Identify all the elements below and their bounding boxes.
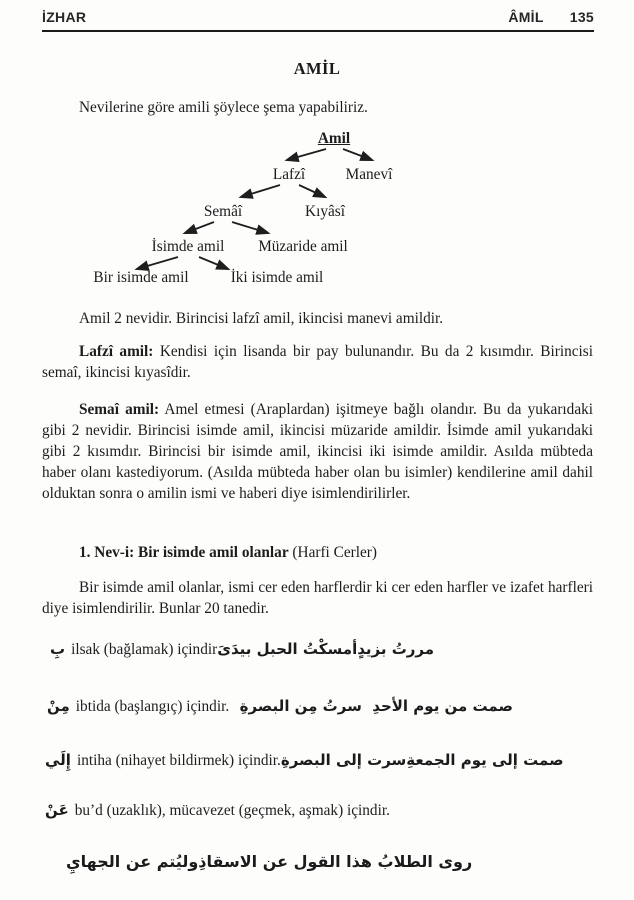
- arabic-example: سرت إلى البصرةِ: [280, 751, 407, 769]
- arabic-example: صمت من يوم الأحدِ: [372, 697, 513, 715]
- header-book-title: İZHAR: [42, 9, 87, 25]
- turkish-meaning-an: bu’d (uzaklık), mücavezet (geçmek, aşmak) içindir.: [74, 802, 390, 819]
- tree-node-kiyasi: Kıyâsî: [305, 203, 345, 220]
- tree-node-isimde-amil: İsimde amil: [151, 238, 225, 255]
- harf-left-block: [45, 751, 281, 770]
- footer-arabic-example-row: [66, 852, 473, 871]
- section-heading-nev-i: [42, 542, 593, 563]
- harf-cer-row-an: [45, 801, 545, 820]
- section-heading-normal: (Harfi Cerler): [288, 544, 377, 561]
- arabic-particle-min: مِنْ: [47, 697, 70, 715]
- paragraph-semai-amil: [42, 399, 593, 504]
- harf-cer-row-ila: [45, 751, 564, 770]
- harf-left-block: [47, 697, 229, 716]
- arabic-example: سرتُ مِن البصرةِ: [239, 697, 362, 715]
- arabic-example: وليُتم عن الجهايِ: [66, 852, 199, 871]
- tree-node-muzaride-amil: Müzaride amil: [258, 238, 348, 255]
- arabic-particle-ila: إِلَي: [45, 751, 71, 769]
- semai-amil-lead: Semaî amil:: [79, 401, 160, 418]
- intro-paragraph: Nevilerine göre amili şöylece şema yapabiliriz.: [79, 99, 368, 116]
- paragraph-lafzi-amil: [42, 341, 593, 383]
- arabic-example: أمسكْتُ الحبل بيدَىَ: [217, 640, 358, 658]
- arabic-example: صمت إلى يوم الجمعةِ: [406, 751, 564, 769]
- semai-amil-text: Amel etmesi (Araplardan) işitmeye bağlı olandır. Bu da yukarıdaki gibi 2 nevidir. Birincisi isimde amil, ikincisi müzaride amildir. İsimde amil yukarıdaki gibi 2 kısımdır. Birincisi bir isimde amil, ikincisi iki isimde amildir. Asılda mübteda haber olanı kastediyorum. (Asılda mübteda haber olan bu isimler) kendilerine amil dahil olduktan sonra o amilin ismi ve haberi diye isimlendirilirler.: [42, 401, 594, 502]
- chapter-title: AMİL: [293, 59, 341, 78]
- header-right-group: [508, 9, 594, 25]
- arabic-particle-an: عَنْ: [45, 801, 69, 819]
- amil-tree-diagram: [42, 130, 593, 290]
- tree-node-bir-isimde-amil: Bir isimde amil: [93, 269, 189, 286]
- arabic-example: روى الطلابُ هذا القول عن الاسقاذِ: [198, 852, 473, 871]
- harf-left-block: [50, 640, 217, 659]
- header-chapter-title: ÂMİL: [508, 9, 544, 25]
- turkish-meaning-bi: ilsak (bağlamak) içindir: [71, 641, 218, 658]
- turkish-meaning-min: ibtida (başlangıç) içindir.: [75, 698, 230, 715]
- tree-node-iki-isimde-amil: İki isimde amil: [230, 269, 324, 286]
- tree-node-lafzi: Lafzî: [272, 166, 306, 183]
- harf-cer-row-bi: [50, 640, 434, 659]
- lafzi-amil-text: Kendisi için lisanda bir pay bulunandır. Bu da 2 kısımdır. Birincisi semaî, ikincisi kıyasîdir.: [42, 343, 593, 381]
- tree-node-manevi: Manevî: [345, 166, 393, 183]
- tree-node-amil: Amil: [317, 130, 351, 147]
- lafzi-amil-lead: Lafzî amil:: [79, 343, 154, 360]
- paragraph-bir-isimde-amil: Bir isimde amil olanlar, ismi cer eden harflerdir ki cer eden harfler ve izafet harfleri diye isimlendirilir. Bunlar 20 tanedir.: [42, 579, 593, 617]
- harf-left-block: [45, 801, 390, 820]
- turkish-meaning-ila: intiha (nihayet bildirmek) içindir.: [76, 752, 281, 769]
- harf-cer-row-min: [47, 697, 513, 716]
- arabic-example: مررتُ بزيدٍ: [357, 640, 435, 658]
- arabic-particle-bi: بِ: [50, 640, 66, 658]
- section-heading-bold: 1. Nev-i: Bir isimde amil olanlar: [79, 544, 289, 561]
- tree-node-semai: Semâî: [203, 203, 243, 220]
- paragraph-amil-2-nevidir: Amil 2 nevidir. Birincisi lafzî amil, ikincisi manevi amildir.: [79, 310, 444, 327]
- page-number: 135: [569, 9, 594, 25]
- page-header: [42, 9, 594, 32]
